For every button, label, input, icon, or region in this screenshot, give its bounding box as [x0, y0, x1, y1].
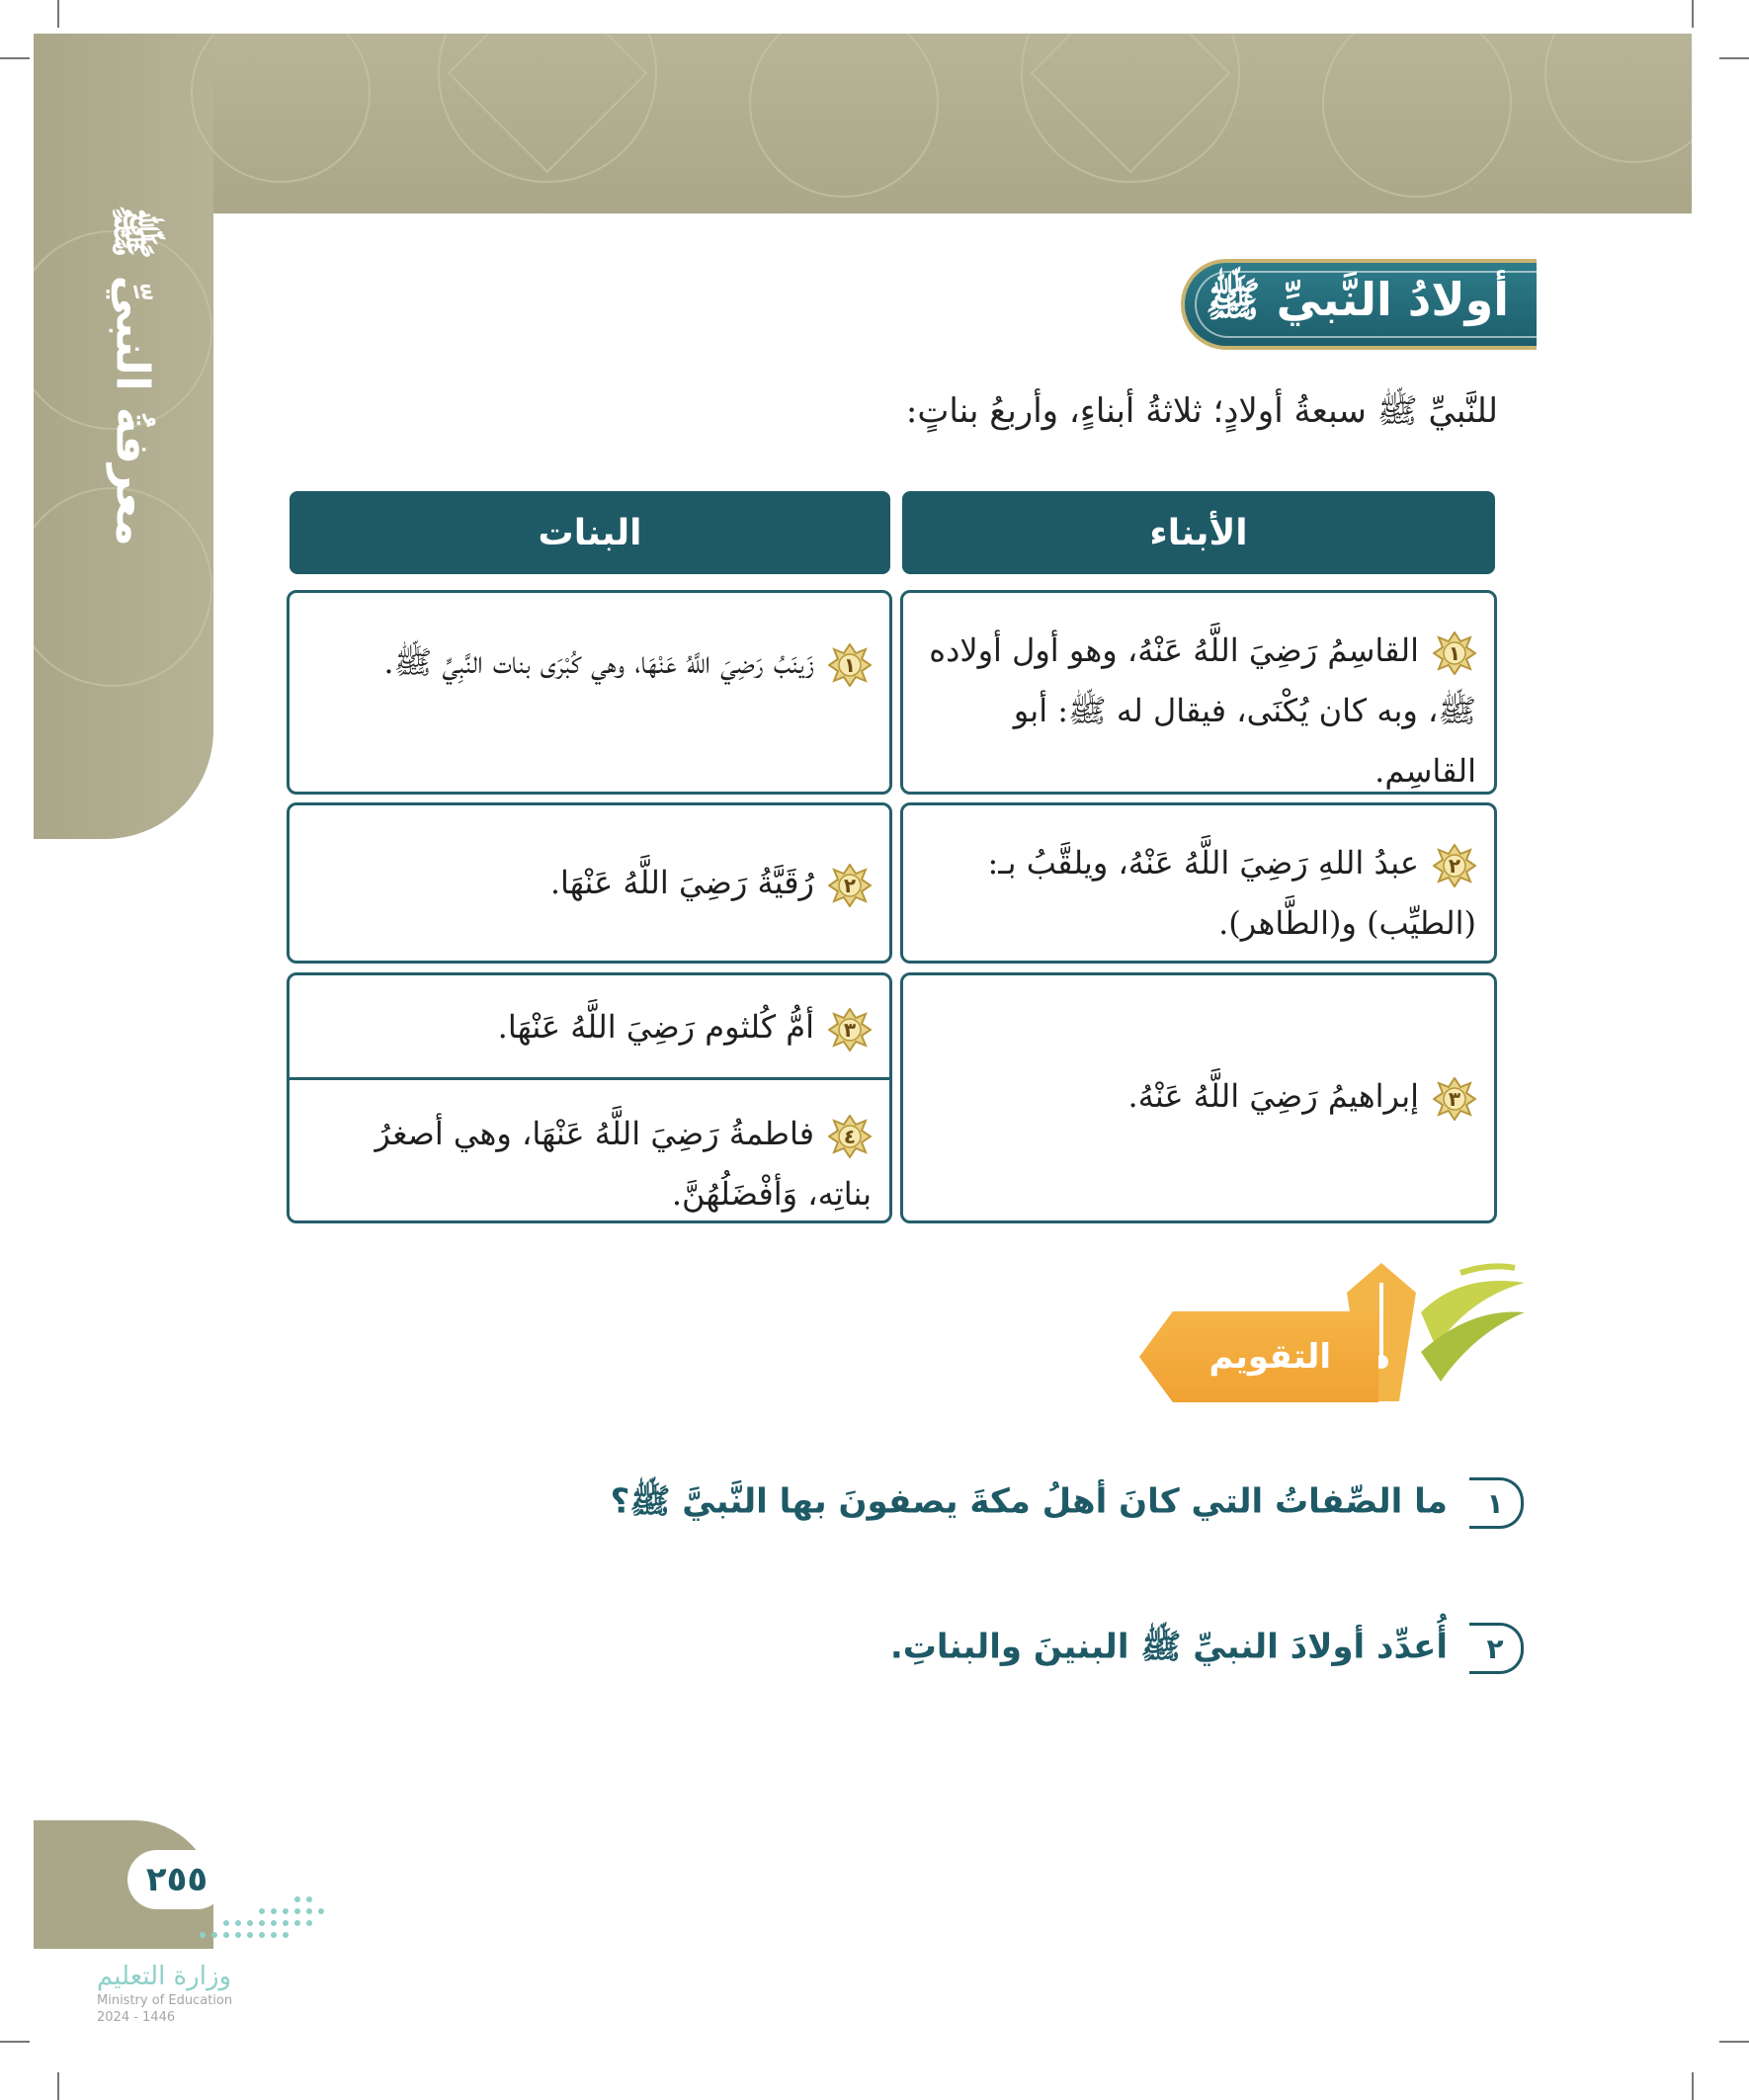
ministry-of-education-logo: وزارة التعليم Ministry of Education 2024 - 1446 [97, 1962, 233, 2025]
crop-mark [1719, 57, 1749, 59]
daughters-header: البنات [290, 491, 890, 574]
crop-mark [1692, 0, 1694, 28]
section-title-banner [1181, 259, 1537, 350]
daughter-cell-1 [287, 590, 892, 795]
sons-header: الأبناء [902, 491, 1495, 574]
top-decorative-band [34, 34, 1692, 213]
question-1 [437, 1477, 1524, 1530]
crop-mark [57, 0, 59, 28]
daughter-entry-1: ١ زَينَبُ رَضِيَ اللَّهُ عَنْهَا، وهي كُبْرَى بنات النَّبِيِّ ﷺ. [305, 632, 872, 693]
octagram-number-icon: ١ [1433, 631, 1476, 675]
son-cell-3 [900, 972, 1497, 1223]
son-entry-2: ٢ عبدُ اللهِ رَضِيَ اللَّهُ عَنْهُ، ويلقَّبُ بـ: (الطيِّب) و(الطَّاهر). [987, 844, 1476, 942]
octagram-number-icon: ٤ [828, 1115, 872, 1158]
son-entry-3: ٣ إبراهيمُ رَضِيَ اللَّهُ عَنْهُ. [919, 1066, 1476, 1127]
question-text: أُعدِّد أولادَ النبيِّ ﷺ البنينَ والبناتِ. [889, 1627, 1448, 1667]
daughter-entry-3: ٣ أمُّ كُلثوم رَضِيَ اللَّهُ عَنْهَا. [305, 997, 872, 1057]
daughter-cell-3-4 [287, 972, 892, 1223]
son-entry-1: ١ القاسِمُ رَضِيَ اللَّهُ عَنْهُ، وهو أول أولاده ﷺ، وبه كان يُكْنَى، فيقال له ﷺ: أبو القاسِم. [929, 631, 1476, 790]
page-number-tab [34, 1820, 213, 1949]
daughter-entry-2: ٢ رُقَيَّةُ رَضِيَ اللَّهُ عَنْهَا. [305, 853, 872, 913]
crop-mark [1692, 2072, 1694, 2100]
crop-mark [1719, 2041, 1749, 2043]
crop-mark [0, 57, 30, 59]
section-title: أولادُ النَّبيِّ ﷺ [1206, 272, 1509, 326]
intro-text: للنَّبيِّ ﷺ سبعةُ أولادٍ؛ ثلاثةُ أبناءٍ، وأربعُ بناتٍ: [905, 391, 1498, 431]
octagram-number-icon: ٢ [828, 864, 872, 907]
question-number: ٢ [1469, 1623, 1524, 1674]
evaluation-tag [1139, 1311, 1378, 1402]
evaluation-label: التقويم [1208, 1337, 1331, 1377]
cell-divider [290, 1077, 889, 1080]
daughter-entry-4: ٤ فاطمةُ رَضِيَ اللَّهُ عَنْهَا، وهي أصغرُ بناتِه، وَأفْضَلُهُنَّ. [375, 1115, 872, 1213]
page-number: ٢٥٥ [127, 1850, 226, 1909]
son-cell-1 [900, 590, 1497, 795]
crop-mark [0, 2041, 30, 2043]
ministry-logo-dots-icon [193, 1895, 326, 1945]
daughter-cell-2 [287, 802, 892, 964]
question-number: ١ [1469, 1477, 1524, 1529]
question-text: ما الصِّفاتُ التي كانَ أهلُ مكةَ يصفونَ بها النَّبيَّ ﷺ؟ [610, 1481, 1448, 1522]
son-cell-2 [900, 802, 1497, 964]
octagram-number-icon: ٢ [1433, 844, 1476, 887]
crop-mark [57, 2072, 59, 2100]
side-title: معرفةُ النبيِّ ﷺ [106, 205, 160, 546]
question-2 [437, 1623, 1524, 1675]
octagram-number-icon: ٣ [1433, 1077, 1476, 1121]
octagram-number-icon: ٣ [828, 1008, 872, 1051]
octagram-number-icon: ١ [828, 643, 872, 687]
